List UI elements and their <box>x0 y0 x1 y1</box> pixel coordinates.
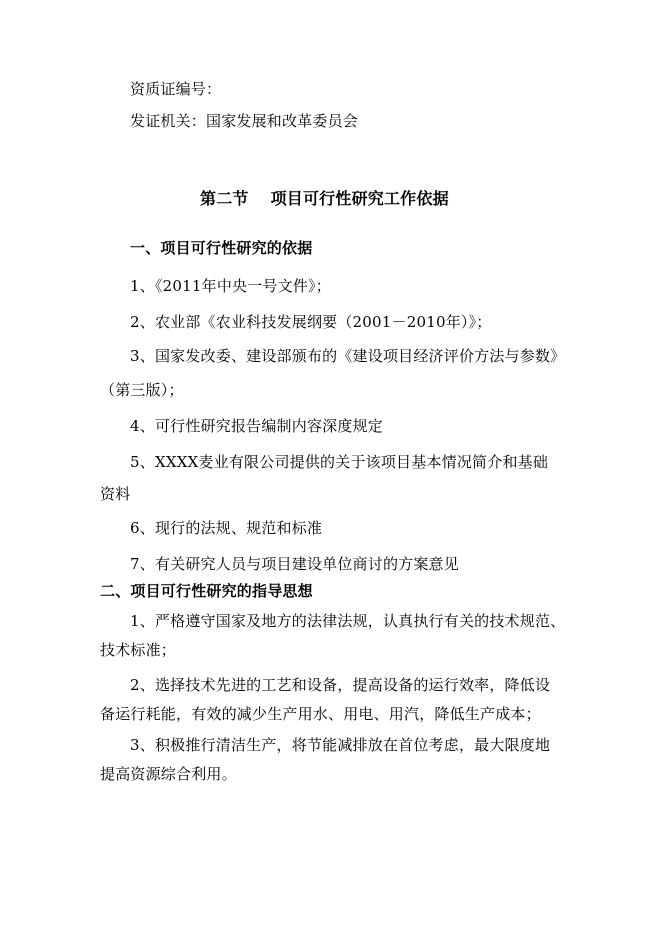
part1-item-5: 5、XXXX麦业有限公司提供的关于该项目基本情况简介和基础 <box>130 453 549 471</box>
part2-item-3: 3、积极推行清洁生产，将节能减排放在首位考虑，最大限度地 <box>130 736 551 754</box>
part2-item-1: 1、严格遵守国家及地方的法律法规，认真执行有关的技术规范、 <box>130 612 566 630</box>
part1-item-4: 4、可行性研究报告编制内容深度规定 <box>130 417 383 435</box>
cert-number-label: 资质证编号： <box>130 80 222 98</box>
part1-item-3: 3、国家发改委、建设部颁布的《建设项目经济评价方法与参数》 <box>130 347 566 365</box>
part2-item-2-cont: 备运行耗能，有效的减少生产用水、用电、用汽，降低生产成本； <box>100 705 541 723</box>
part1-item-3-cont: （第三版）； <box>100 381 184 399</box>
part2-item-3-cont: 提高资源综合利用。 <box>100 765 237 783</box>
part1-item-6: 6、现行的法规、规范和标准 <box>130 519 323 537</box>
part2-item-2: 2、选择技术先进的工艺和设备，提高设备的运行效率，降低设 <box>130 676 551 694</box>
part2-heading: 二、项目可行性研究的指导思想 <box>100 582 313 600</box>
part1-heading: 一、项目可行性研究的依据 <box>130 239 313 257</box>
part1-item-2: 2、农业部《农业科技发展纲要（2001－2010年）》； <box>130 313 492 331</box>
part2-item-1-cont: 技术标准； <box>100 641 177 659</box>
cert-issuer: 发证机关：国家发展和改革委员会 <box>130 112 359 130</box>
part1-item-1: 1、《2011年中央一号文件》； <box>130 277 331 295</box>
part1-item-5-cont: 资料 <box>100 485 131 503</box>
section-title: 第二节 项目可行性研究工作依据 <box>200 189 449 208</box>
part1-item-7: 7、有关研究人员与项目建设单位商讨的方案意见 <box>130 555 459 573</box>
